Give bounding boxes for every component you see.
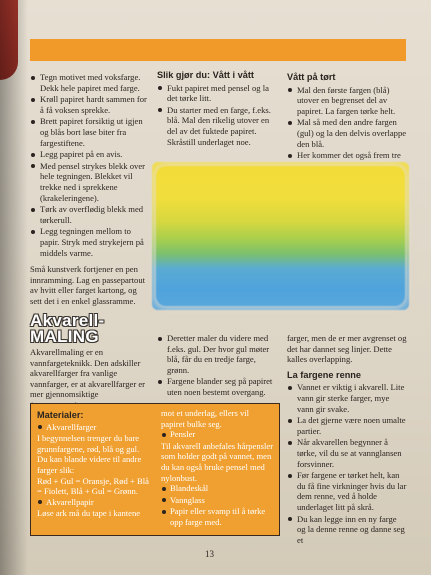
list-item: Papir eller svamp til å tørke opp farge med. [161,506,275,527]
section-title [30,313,150,345]
list-item: Mal den første fargen (blå) utover en begrenset del av papiret. La fargen tørke helt. [287,85,407,117]
section-intro: Akvarellmaling er en vannfargeteknikk. Den adskiller akvarellfarger fra vanlige vannfarger, er at akvarellfarger er mer gjennomsiktige [30,347,146,400]
column-wet-on-dry [287,72,407,162]
list-item: Du starter med en farge, f.eks. blå. Mal den rikelig utover en del av det fuktede papiret. Skråstill underlaget noe. [157,105,275,147]
list-item [37,497,150,508]
wet-on-wet-list-continued [157,333,279,398]
material-name: Akvarellpapir [46,496,94,507]
framing-paragraph: Små kunstverk fortjener en pen innramming. Lag en passepartout av hvitt eller farget kartong, og sett det i en enkel glassramme. [30,264,146,306]
list-item: Tegn motivet med voksfarge. Dekk hele papiret med farge. [30,72,147,93]
list-item: Her kommer det også frem tre [287,150,407,161]
list-item: Brett papiret forsiktig ut igjen og blås bort løse biter fra fargestiftene. [30,116,147,148]
materials-heading: Materialer: [37,410,84,420]
column-let-colors-run [287,333,407,546]
list-item: Blandeskål [161,483,275,494]
list-item: Deretter maler du videre med f.eks. gul. Der hvor gul møter blå, får du en tredje farge, grønn. [157,333,279,375]
list-item: Fargene blander seg på papiret uten noen bestemt overgang. [157,376,279,397]
wet-on-dry-list [287,85,407,161]
list-item: Legg tegningen mellom to papir. Stryk med strykejern på middels varme. [30,226,147,258]
list-item: Du kan legge inn en ny farge og la denne renne og danne seg et [287,514,407,546]
crackle-steps-list [30,72,147,258]
material-name: Akvarellfarger [46,421,97,432]
materials-box [30,403,280,536]
list-item: Fukt papiret med pensel og la det tørke litt. [157,83,275,104]
material-description: Løse ark må du tape i kantene [37,508,141,519]
color-mix-text: Rød + Gul = Oransje, Rød + Blå = Fiolett, Blå + Gul = Grønn. [37,475,149,497]
list-item: Krøll papiret hardt sammen for å få voksen sprekke. [30,94,147,115]
overlap-paragraph: farger, men de er mer avgrenset og det har dannet seg linjer. Dette kalles overlapping. [287,333,407,365]
page-fold-shadow [0,0,28,575]
materials-list-right-2 [161,483,275,527]
column-crackle-steps [30,72,147,306]
list-item: Med pensel strykes blekk over hele tegningen. Blekket vil trekke ned i sprekkene (krakeleringene). [30,161,147,203]
wet-on-wet-list [157,83,275,148]
material-name: Pensler [170,429,196,440]
section-title-line1: Akvarell- [30,311,105,330]
list-item: Vannglass [161,495,275,506]
materials-list-left-2 [37,497,150,508]
material-description: I begynnelsen trenger du bare grunnfargene, rød, blå og gul. Du kan blande videre til andre farger slik: [37,433,142,475]
materials-column-right [161,408,275,529]
list-item: Vannet er viktig i akvarell. Lite vann gir sterke farger, mye vann gir svake. [287,382,407,414]
list-item: La det gjerne være noen umalte partier. [287,415,407,436]
wet-on-dry-heading: Vått på tørt [287,72,336,82]
let-colors-run-list [287,382,407,545]
column-wet-on-wet [157,70,275,148]
materials-list-left [37,422,150,433]
page-number: 13 [205,549,214,559]
list-item: Tørk av overflødig blekk med tørkerull. [30,204,147,225]
watercolor-wash-illustration [152,162,409,310]
list-item [161,429,275,440]
material-description-continued: mot et underlag, ellers vil papiret bulke seg. [161,408,250,429]
wet-on-wet-heading: Slik gjør du: Vått i vått [157,70,254,80]
let-colors-run-heading: La fargene renne [287,369,362,380]
list-item: Før fargene er tørket helt, kan du få fine virkninger hvis du lar dem renne, ved å holde underlaget litt på skrå. [287,470,407,512]
list-item [37,422,150,433]
header-accent-bar [30,39,406,61]
section-title-line2: MALING [30,327,99,346]
materials-list-right [161,429,275,440]
column-wet-on-wet-continued [157,333,279,399]
list-item: Mal så med den andre fargen (gul) og la den delvis overlappe den blå. [287,117,407,149]
list-item: Legg papiret på en avis. [30,149,147,160]
list-item: Når akvarellen begynner å tørke, vil du se at vannglansen forsvinner. [287,437,407,469]
material-description: Til akvarell anbefales hårpensler som holder godt på vannet, men du kan også bruke pensel med nylonbust. [161,440,274,483]
materials-column-left [37,410,150,519]
